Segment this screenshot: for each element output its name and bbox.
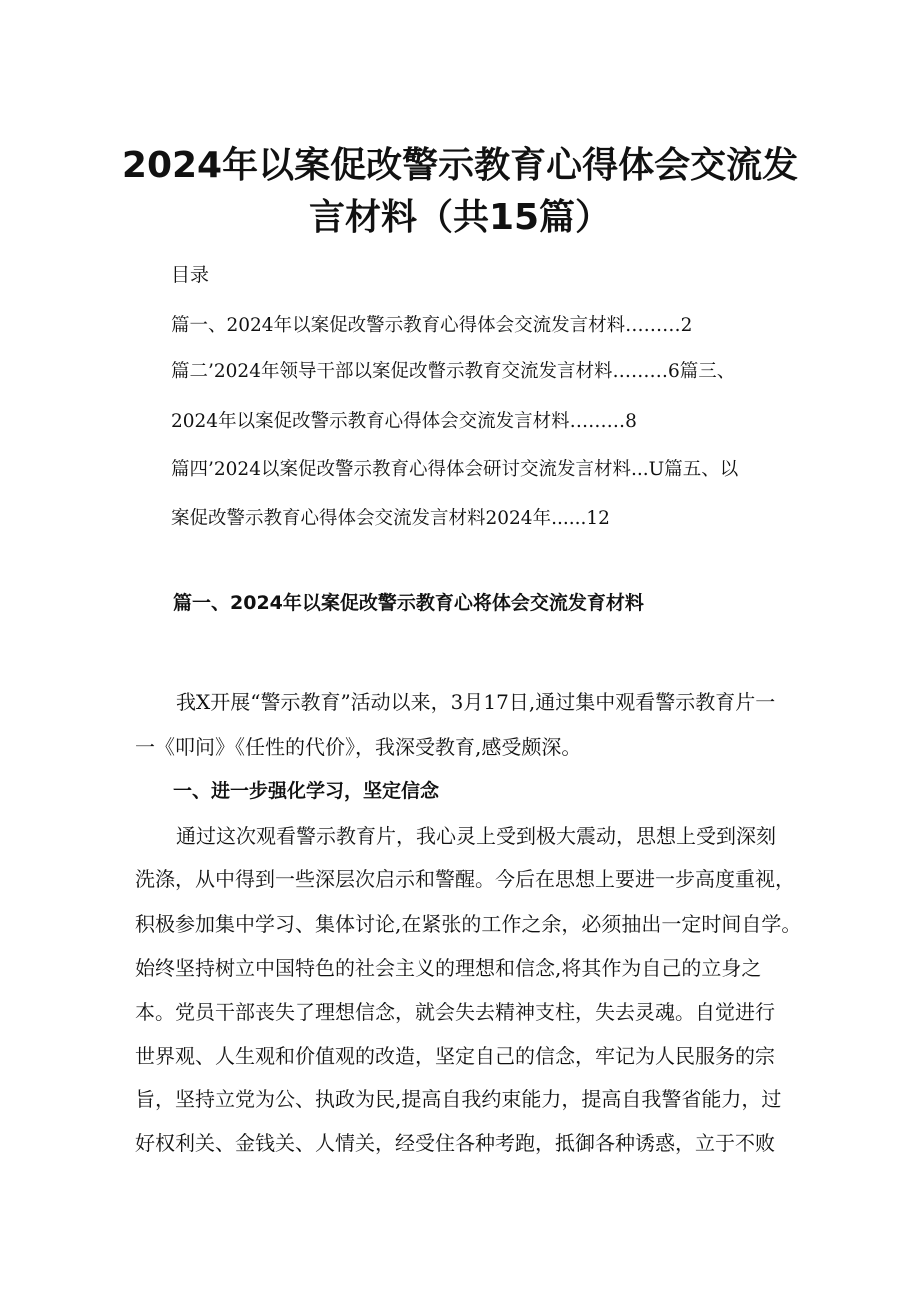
toc-entry: 篇一、2024年以案促改警示教育心得体会交流发言材料………2 [171, 315, 693, 336]
paragraph-line: 旨，坚持立党为公、执政为民,提高自我约束能力，提高自我警省能力，过 [135, 1087, 782, 1111]
paragraph-line: 我X开展“警示教育”活动以来，3月17日,通过集中观看警示教育片一 [176, 690, 776, 714]
toc-entry: 篇四’2024以案促改警示教育心得体会研讨交流发言材料...U篇五、以 [171, 459, 739, 480]
toc-entry: 篇二’2024年领导干部以案促改瞥示教育交流发言材料………6篇三、 [171, 361, 736, 382]
paragraph-line: 一《叩问》《任性的代价》，我深受教育,感受颇深。 [135, 735, 582, 759]
toc-entry: 案促改警示教育心得体会交流发言材料2024年......12 [171, 508, 610, 529]
paragraph-line: 积极参加集中学习、集体讨论,在紧张的工作之余，必须抽出一定时间自学。 [135, 912, 802, 936]
paragraph-line: 本。党员干部丧失了理想信念，就会失去精神支柱，失去灵魂。自觉进行 [135, 1000, 775, 1024]
paragraph-line: 洗涤，从中得到一些深层次启示和警醒。今后在思想上要进一步高度重视， [135, 867, 795, 891]
toc-label: 目录 [171, 264, 210, 286]
sub-heading: 一、进一步强化学习，坚定信念 [173, 780, 440, 802]
document-title-line-2: 言材料（共15篇） [308, 197, 612, 238]
document-title-line-1: 2024年以案促改警示教育心得体会交流发 [121, 145, 799, 186]
paragraph-line: 始终坚持树立中国特色的社会主义的理想和信念,将其作为自己的立身之 [135, 956, 762, 980]
toc-entry: 2024年以案促改警示教育心得体会交流发言材料………8 [171, 411, 637, 432]
paragraph-line: 好权利关、金钱关、人情关，经受住各种考跑，抵御各种诱惑，立于不败 [135, 1131, 775, 1155]
paragraph-line: 世界观、人生观和价值观的改造，坚定自己的信念，牢记为人民服务的宗 [135, 1044, 775, 1068]
paragraph-line: 通过这次观看警示教育片，我心灵上受到极大震动，思想上受到深刻 [176, 824, 776, 848]
section-heading: 篇一、2024年以案促改警示教育心将体会交流发育材料 [173, 592, 644, 614]
